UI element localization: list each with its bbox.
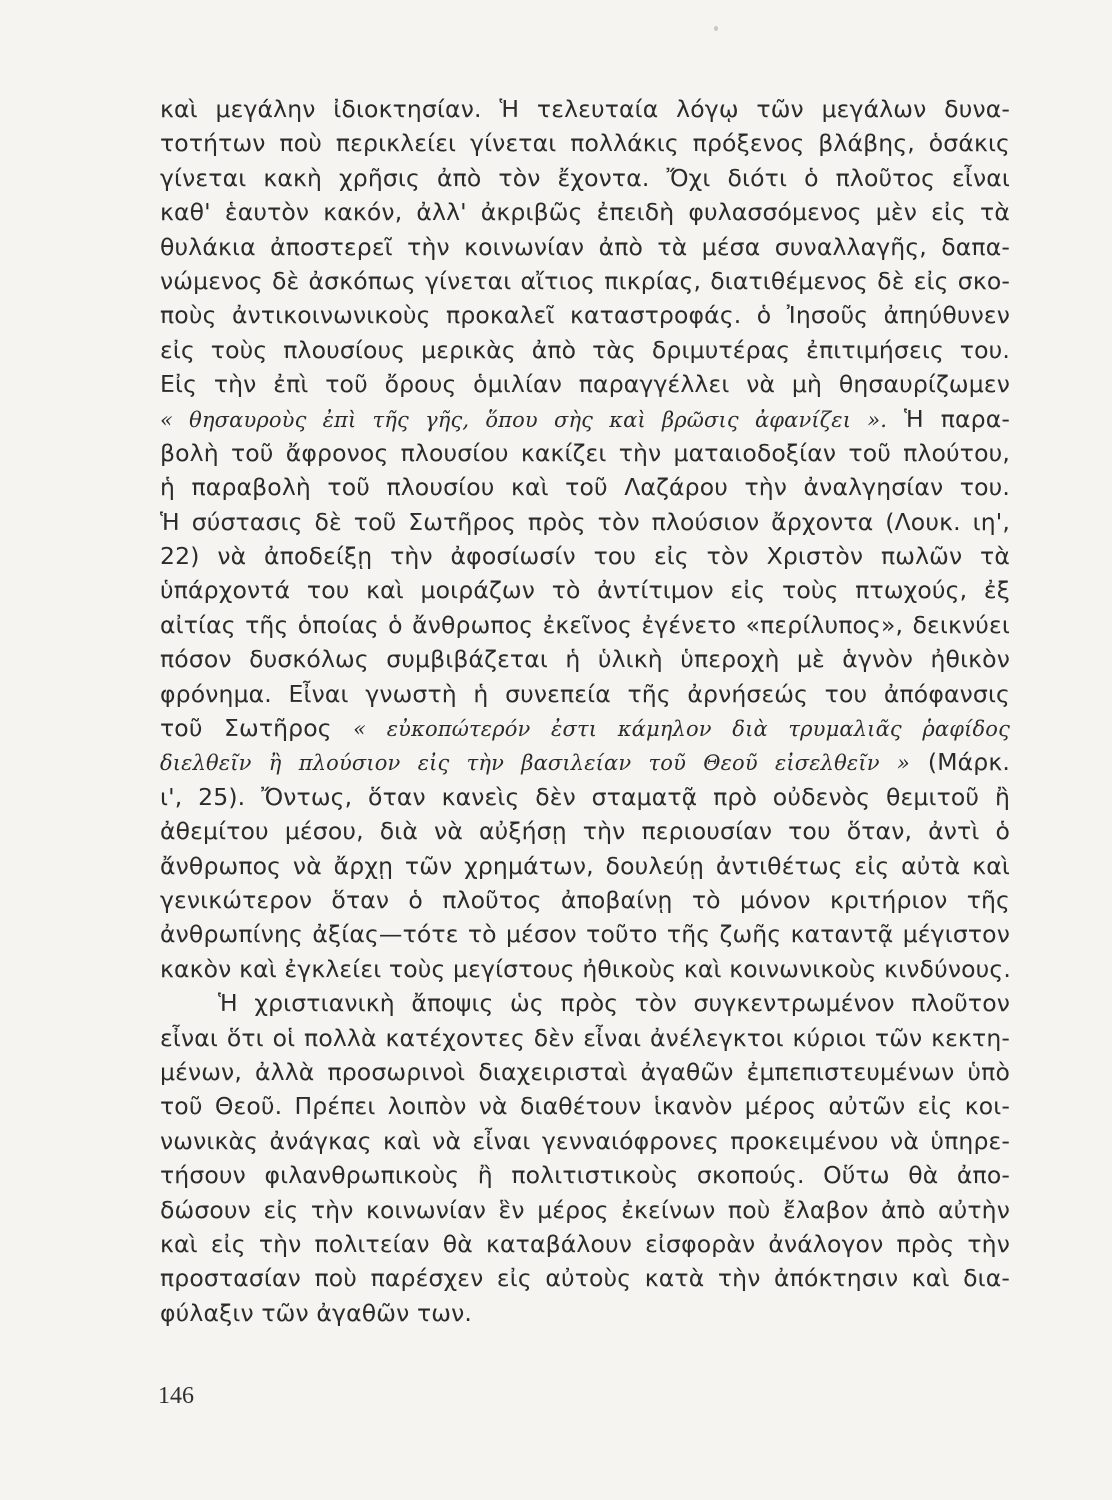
text-line: ἄνθρωπος νὰ ἄρχῃ τῶν χρημάτων, δουλεύῃ ἀντιθέτως εἰς αὐτὰ καὶ: [160, 851, 1010, 880]
text-line: κακὸν καὶ ἐγκλείει τοὺς μεγίστους ἠθικοὺς καὶ κοινωνικοὺς κινδύνους.: [160, 954, 1011, 983]
page-number: 146: [158, 1383, 194, 1409]
scripture-quote: « θησαυροὺς ἐπὶ τῆς γῆς, ὅπου σὴς καὶ βρῶσις ἀφανίζει ».: [160, 407, 888, 432]
text-line: ι', 25). Ὄντως, ὅταν κανεὶς δὲν σταματᾷ πρὸ οὐδενὸς θεμιτοῦ ἢ: [160, 782, 1010, 811]
text-line: φύλαξιν τῶν ἀγαθῶν των.: [160, 1298, 472, 1327]
text-line: βολὴ τοῦ ἄφρονος πλουσίου κακίζει τὴν ματαιοδοξίαν τοῦ πλούτου,: [160, 438, 1010, 467]
text-line: μένων, ἀλλὰ προσωρινοὶ διαχειρισταὶ ἀγαθῶν ἐμπεπιστευμένων ὑπὸ: [160, 1057, 1010, 1086]
text-line: ἀνθρωπίνης ἀξίας—τότε τὸ μέσον τοῦτο τῆς ζωῆς καταντᾷ μέγιστον: [160, 920, 1010, 949]
text-line: αἰτίας τῆς ὁποίας ὁ ἄνθρωπος ἐκεῖνος ἐγένετο «περίλυπος», δεικνύει: [160, 610, 1010, 639]
text-fragment: τοῦ Σωτῆρος: [160, 714, 354, 743]
text-line: ποὺς ἀντικοινωνικοὺς προκαλεῖ καταστροφάς. ὁ Ἰησοῦς ἀπηύθυνεν: [160, 301, 1010, 330]
text-line: καὶ μεγάλην ἰδιοκτησίαν. Ἡ τελευταία λόγῳ τῶν μεγάλων δυνα-: [160, 95, 1010, 123]
text-line: ἀθεμίτου μέσου, διὰ νὰ αὐξήσῃ τὴν περιουσίαν του ὅταν, ἀντὶ ὁ: [160, 817, 1010, 846]
text-line: Ἡ σύστασις δὲ τοῦ Σωτῆρος πρὸς τὸν πλούσιον ἄρχοντα (Λουκ. ιη',: [160, 507, 1010, 536]
text-line: τοῦ Θεοῦ. Πρέπει λοιπὸν νὰ διαθέτουν ἱκανὸν μέρος αὐτῶν εἰς κοι-: [160, 1092, 1010, 1121]
text-line: γίνεται κακὴ χρῆσις ἀπὸ τὸν ἔχοντα. Ὄχι διότι ὁ πλοῦτος εἶναι: [160, 163, 1010, 192]
text-line: θυλάκια ἀποστερεῖ τὴν κοινωνίαν ἀπὸ τὰ μέσα συναλλαγῆς, δαπα-: [160, 232, 1010, 261]
text-line: τοτήτων ποὺ περικλείει γίνεται πολλάκις πρόξενος βλάβης, ὁσάκις: [160, 129, 1010, 158]
text-line: καθ' ἑαυτὸν κακόν, ἀλλ' ἀκριβῶς ἐπειδὴ φυλασσόμενος μὲν εἰς τὰ: [160, 198, 1010, 227]
text-line: Εἰς τὴν ἐπὶ τοῦ ὄρους ὁμιλίαν παραγγέλλει νὰ μὴ θησαυρίζωμεν: [160, 370, 1010, 399]
text-line-quote: [160, 402, 1010, 436]
text-line: ἡ παραβολὴ τοῦ πλουσίου καὶ τοῦ Λαζάρου τὴν ἀναλγησίαν του.: [160, 473, 1010, 502]
text-line: νωνικὰς ἀνάγκας καὶ νὰ εἶναι γενναιόφρονες προκειμένου νὰ ὑπηρε-: [160, 1126, 1010, 1155]
scripture-quote: διελθεῖν ἢ πλούσιον εἰς τὴν βασιλείαν τοῦ Θεοῦ εἰσελθεῖν »: [160, 751, 910, 776]
text-fragment: Ἡ παρα-: [887, 404, 1010, 433]
scripture-quote: « εὐκοπώτερόν ἐστι κάμηλον διὰ τρυμαλιᾶς ῥαφίδος: [353, 717, 1010, 742]
scan-speck: [714, 26, 718, 31]
text-fragment: (Μάρκ.: [909, 748, 1010, 777]
text-line-quote: [160, 745, 1010, 779]
text-line-quote: [160, 711, 1010, 745]
text-line: γενικώτερον ὅταν ὁ πλοῦτος ἀποβαίνῃ τὸ μόνον κριτήριον τῆς: [160, 885, 1010, 914]
text-line: φρόνημα. Εἶναι γνωστὴ ἡ συνεπεία τῆς ἀρνήσεώς του ἀπόφανσις: [160, 679, 1010, 708]
body-text: [160, 92, 1010, 1330]
text-line: νώμενος δὲ ἀσκόπως γίνεται αἴτιος πικρίας, διατιθέμενος δὲ εἰς σκο-: [160, 266, 1010, 295]
paragraph-start-line: Ἡ χριστιανικὴ ἄποψις ὡς πρὸς τὸν συγκεντρωμένον πλοῦτον: [218, 989, 1010, 1018]
text-line: εἰς τοὺς πλουσίους μερικὰς ἀπὸ τὰς δριμυτέρας ἐπιτιμήσεις του.: [160, 335, 1010, 364]
text-line: εἶναι ὅτι οἱ πολλὰ κατέχοντες δὲν εἶναι ἀνέλεγκτοι κύριοι τῶν κεκτη-: [160, 1023, 1010, 1052]
text-line: καὶ εἰς τὴν πολιτείαν θὰ καταβάλουν εἰσφορὰν ἀνάλογον πρὸς τὴν: [160, 1229, 1010, 1258]
text-line: δώσουν εἰς τὴν κοινωνίαν ἓν μέρος ἐκείνων ποὺ ἔλαβον ἀπὸ αὐτὴν: [160, 1195, 1010, 1224]
text-line: τήσουν φιλανθρωπικοὺς ἢ πολιτιστικοὺς σκοπούς. Οὕτω θὰ ἀπο-: [160, 1161, 1010, 1190]
text-line: 22) νὰ ἀποδείξῃ τὴν ἀφοσίωσίν του εἰς τὸν Χριστὸν πωλῶν τὰ: [160, 542, 1010, 571]
text-line: πόσον δυσκόλως συμβιβάζεται ἡ ὑλικὴ ὑπεροχὴ μὲ ἁγνὸν ἠθικὸν: [160, 645, 1010, 674]
text-line: ὑπάρχοντά του καὶ μοιράζων τὸ ἀντίτιμον εἰς τοὺς πτωχούς, ἐξ: [160, 576, 1010, 605]
text-line: προστασίαν ποὺ παρέσχεν εἰς αὐτοὺς κατὰ τὴν ἀπόκτησιν καὶ δια-: [160, 1264, 1010, 1293]
